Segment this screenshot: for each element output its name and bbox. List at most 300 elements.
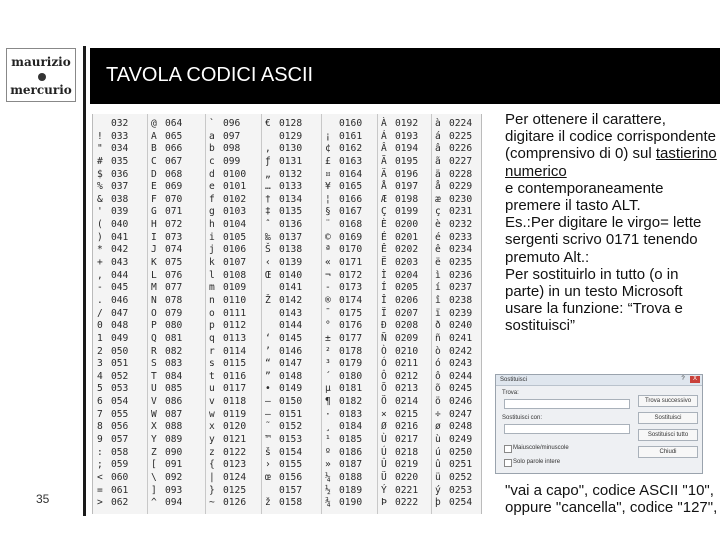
ascii-code: 0104 — [223, 219, 247, 231]
ascii-char: ù — [435, 434, 441, 446]
ascii-code: 053 — [111, 383, 129, 395]
ascii-code: 0252 — [449, 471, 473, 483]
ascii-char: I — [151, 231, 157, 243]
ascii-char: 7 — [97, 408, 103, 420]
ascii-code: 0179 — [339, 358, 363, 370]
ascii-entry — [381, 181, 418, 194]
ascii-code: 0174 — [339, 294, 363, 306]
ascii-char: ½ — [325, 484, 331, 496]
logo — [6, 48, 76, 102]
ascii-char: š — [265, 446, 271, 458]
ascii-entry — [97, 346, 128, 359]
ascii-code: 0243 — [449, 358, 473, 370]
ascii-code: 0139 — [279, 257, 303, 269]
ascii-entry — [435, 295, 472, 308]
find-next-button[interactable]: Trova successivo — [638, 395, 698, 407]
ascii-char: ä — [435, 168, 441, 180]
ascii-char: v — [209, 396, 215, 408]
column-separator — [431, 114, 432, 514]
ascii-char: ¨ — [325, 219, 331, 231]
ascii-code: 0197 — [395, 181, 419, 193]
ascii-code: 062 — [111, 497, 129, 509]
ascii-code: 0228 — [449, 168, 473, 180]
ascii-entry — [435, 282, 472, 295]
ascii-char: $ — [97, 168, 103, 180]
ascii-char: Q — [151, 332, 157, 344]
ascii-entry — [97, 194, 128, 207]
ascii-code: 0253 — [449, 484, 473, 496]
ascii-char: Ó — [381, 358, 387, 370]
replace-dialog — [495, 374, 703, 474]
ascii-code: 083 — [165, 358, 183, 370]
ascii-entry — [381, 131, 418, 144]
column-separator — [147, 114, 148, 514]
ascii-code: 0161 — [339, 130, 363, 142]
ascii-entry — [381, 156, 418, 169]
ascii-code: 037 — [111, 181, 129, 193]
ascii-code: 0114 — [223, 345, 247, 357]
ascii-code: 0216 — [395, 421, 419, 433]
ascii-code: 047 — [111, 307, 129, 319]
ascii-entry — [151, 421, 182, 434]
help-icon[interactable]: ? — [681, 376, 685, 382]
ascii-code: 0118 — [223, 396, 247, 408]
ascii-code: 0232 — [449, 219, 473, 231]
ascii-char: V — [151, 396, 157, 408]
ascii-char: • — [265, 383, 271, 395]
ascii-code: 0160 — [339, 118, 363, 129]
ascii-entry — [381, 270, 418, 283]
ascii-char: ¬ — [325, 269, 331, 281]
ascii-entry — [97, 282, 128, 295]
ascii-code: 0193 — [395, 130, 419, 142]
match-case-checkbox[interactable] — [504, 445, 512, 453]
ascii-code: 0101 — [223, 181, 247, 193]
ascii-char: P — [151, 320, 157, 332]
ascii-code: 075 — [165, 257, 183, 269]
ascii-char: Ä — [381, 168, 387, 180]
ascii-code: 0124 — [223, 471, 247, 483]
ascii-code: 079 — [165, 307, 183, 319]
ascii-code: 0195 — [395, 155, 419, 167]
ascii-entry — [265, 181, 302, 194]
ascii-char: B — [151, 143, 157, 155]
ascii-char: Ü — [381, 471, 387, 483]
ascii-entry — [209, 143, 246, 156]
ascii-code: 069 — [165, 181, 183, 193]
ascii-char: é — [435, 231, 441, 243]
ascii-char: ‰ — [265, 231, 271, 243]
ascii-entry — [151, 194, 182, 207]
ascii-entry — [265, 295, 302, 308]
ascii-entry — [381, 143, 418, 156]
ascii-code: 0254 — [449, 497, 473, 509]
ascii-code: 0239 — [449, 307, 473, 319]
ascii-char: € — [265, 118, 271, 129]
ascii-code: 0133 — [279, 181, 303, 193]
page-title: TAVOLA CODICI ASCII — [106, 64, 314, 86]
ascii-code: 0236 — [449, 269, 473, 281]
ascii-code: 0164 — [339, 168, 363, 180]
ascii-entry — [325, 282, 362, 295]
ascii-code: 0187 — [339, 459, 363, 471]
ascii-entry — [209, 421, 246, 434]
ascii-char: — — [265, 408, 271, 420]
column-separator — [377, 114, 378, 514]
ascii-char: a — [209, 130, 215, 142]
ascii-entry — [325, 485, 362, 498]
ascii-entry — [151, 396, 182, 409]
title-bar — [90, 48, 720, 104]
ascii-code: 065 — [165, 130, 183, 142]
ascii-char: \ — [151, 471, 157, 483]
ascii-code: 0129 — [279, 130, 303, 142]
ascii-entry — [151, 295, 182, 308]
ascii-entry — [151, 358, 182, 371]
ascii-code: 0241 — [449, 332, 473, 344]
ascii-code: 0182 — [339, 396, 363, 408]
ascii-entry — [435, 219, 472, 232]
ascii-char: ³ — [325, 358, 331, 370]
ascii-code: 0184 — [339, 421, 363, 433]
replace-button[interactable]: Sostituisci — [638, 412, 698, 424]
ascii-code: 0130 — [279, 143, 303, 155]
ascii-char: . — [97, 294, 103, 306]
ascii-code: 042 — [111, 244, 129, 256]
ascii-entry — [97, 131, 128, 144]
ascii-entry — [325, 169, 362, 182]
replace-input[interactable] — [504, 424, 630, 434]
ascii-char: ¼ — [325, 471, 331, 483]
ascii-char: % — [97, 181, 103, 193]
ascii-char: O — [151, 307, 157, 319]
ascii-char: y — [209, 434, 215, 446]
ascii-entry — [209, 346, 246, 359]
ascii-entry — [381, 371, 418, 384]
ascii-code: 0111 — [223, 307, 247, 319]
ascii-entry — [265, 333, 302, 346]
ascii-char: | — [209, 471, 215, 483]
ascii-char: ’ — [265, 345, 271, 357]
ascii-char: Ç — [381, 206, 387, 218]
ascii-char: ˜ — [265, 421, 271, 433]
ascii-entry — [97, 244, 128, 257]
ascii-entry — [97, 396, 128, 409]
ascii-char: t — [209, 370, 215, 382]
ascii-code: 0235 — [449, 257, 473, 269]
ascii-entry — [265, 308, 302, 321]
ascii-entry — [265, 371, 302, 384]
ascii-code: 0213 — [395, 383, 419, 395]
ascii-code: 0222 — [395, 497, 419, 509]
ascii-entry — [151, 383, 182, 396]
ascii-char: É — [381, 231, 387, 243]
ascii-code: 0156 — [279, 471, 303, 483]
ascii-entry — [209, 333, 246, 346]
ascii-entry — [209, 169, 246, 182]
ascii-code: 0205 — [395, 282, 419, 294]
ascii-char: A — [151, 130, 157, 142]
ascii-code: 0140 — [279, 269, 303, 281]
ascii-code: 067 — [165, 155, 183, 167]
ascii-char: 3 — [97, 358, 103, 370]
ascii-entry — [97, 156, 128, 169]
ascii-char: ( — [97, 219, 103, 231]
replace-all-button[interactable]: Sostituisci tutto — [638, 429, 698, 441]
ascii-code: 0120 — [223, 421, 247, 433]
ascii-char: , — [97, 269, 103, 281]
ascii-entry — [97, 320, 128, 333]
find-input[interactable] — [504, 399, 630, 409]
ascii-entry — [325, 131, 362, 144]
match-case-label: Maiuscole/minuscole — [513, 445, 569, 451]
ascii-char: ‹ — [265, 257, 271, 269]
ascii-code: 084 — [165, 370, 183, 382]
ascii-entry — [435, 232, 472, 245]
ascii-column — [97, 118, 128, 510]
ascii-char: f — [209, 193, 215, 205]
ascii-code: 0176 — [339, 320, 363, 332]
ascii-char: Œ — [265, 269, 271, 281]
ascii-entry — [381, 497, 418, 510]
ascii-code: 0224 — [449, 118, 473, 129]
ascii-entry — [151, 485, 182, 498]
ascii-code: 0107 — [223, 257, 247, 269]
ascii-entry — [97, 459, 128, 472]
ascii-entry — [435, 131, 472, 144]
ascii-char: ó — [435, 358, 441, 370]
ascii-entry — [97, 181, 128, 194]
ascii-entry — [435, 308, 472, 321]
ascii-char: u — [209, 383, 215, 395]
ascii-code: 0214 — [395, 396, 419, 408]
ascii-code: 0220 — [395, 471, 419, 483]
ascii-char: ¤ — [325, 168, 331, 180]
ascii-entry — [435, 244, 472, 257]
ascii-entry — [265, 232, 302, 245]
ascii-entry — [435, 320, 472, 333]
ascii-char: ® — [325, 294, 331, 306]
ascii-char: Í — [381, 282, 387, 294]
ascii-table — [92, 114, 482, 514]
ascii-char: r — [209, 345, 215, 357]
ascii-entry — [97, 257, 128, 270]
ascii-entry — [381, 485, 418, 498]
ascii-char: Î — [381, 294, 387, 306]
ascii-char: ý — [435, 484, 441, 496]
ascii-char: / — [97, 307, 103, 319]
ascii-char: ¡ — [325, 130, 331, 142]
ascii-code: 0151 — [279, 408, 303, 420]
column-separator — [261, 114, 262, 514]
ascii-entry — [151, 270, 182, 283]
ascii-entry — [151, 459, 182, 472]
ascii-entry — [381, 421, 418, 434]
ascii-code: 089 — [165, 434, 183, 446]
ascii-char: þ — [435, 497, 441, 509]
close-button[interactable]: Chiudi — [638, 446, 698, 458]
ascii-entry — [97, 485, 128, 498]
ascii-code: 0147 — [279, 358, 303, 370]
ascii-code: 068 — [165, 168, 183, 180]
ascii-char: D — [151, 168, 157, 180]
ascii-code: 0186 — [339, 446, 363, 458]
ascii-code: 0230 — [449, 193, 473, 205]
ascii-entry — [435, 143, 472, 156]
ascii-char: º — [325, 446, 331, 458]
ascii-code: 088 — [165, 421, 183, 433]
ascii-char: Ñ — [381, 332, 387, 344]
ascii-code: 043 — [111, 257, 129, 269]
ascii-entry — [97, 270, 128, 283]
ascii-code: 0177 — [339, 332, 363, 344]
ascii-entry — [209, 320, 246, 333]
ascii-code: 0163 — [339, 155, 363, 167]
ascii-entry — [209, 472, 246, 485]
ascii-char: ) — [97, 231, 103, 243]
ascii-code: 0210 — [395, 345, 419, 357]
ascii-char: i — [209, 231, 215, 243]
ascii-entry — [209, 118, 246, 131]
ascii-entry — [325, 371, 362, 384]
ascii-char: á — [435, 130, 441, 142]
ascii-char: ` — [209, 118, 215, 129]
ascii-entry — [97, 472, 128, 485]
ascii-char: d — [209, 168, 215, 180]
ascii-code: 072 — [165, 219, 183, 231]
ascii-char: X — [151, 421, 157, 433]
ascii-code: 077 — [165, 282, 183, 294]
ascii-column — [209, 118, 246, 510]
ascii-char: + — [97, 257, 103, 269]
ascii-char: } — [209, 484, 215, 496]
ascii-code: 0212 — [395, 370, 419, 382]
page-number: 35 — [36, 492, 50, 506]
ascii-char: × — [381, 408, 387, 420]
ascii-entry — [325, 346, 362, 359]
column-separator — [321, 114, 322, 514]
ascii-entry — [265, 409, 302, 422]
ascii-char: ð — [435, 320, 441, 332]
ascii-entry — [381, 459, 418, 472]
ascii-code: 0249 — [449, 434, 473, 446]
ascii-code: 0225 — [449, 130, 473, 142]
ascii-char: è — [435, 219, 441, 231]
ascii-code: 0125 — [223, 484, 247, 496]
ascii-entry — [381, 308, 418, 321]
ascii-char: ˆ — [265, 219, 271, 231]
ascii-entry — [381, 232, 418, 245]
ascii-entry — [265, 447, 302, 460]
ascii-code: 078 — [165, 294, 183, 306]
ascii-code: 0109 — [223, 282, 247, 294]
ascii-char: C — [151, 155, 157, 167]
ascii-code: 0158 — [279, 497, 303, 509]
ascii-char: ™ — [265, 434, 271, 446]
ascii-entry — [151, 472, 182, 485]
ascii-entry — [209, 194, 246, 207]
close-icon[interactable]: X — [690, 376, 700, 383]
ascii-char: ª — [325, 244, 331, 256]
ascii-code: 096 — [223, 118, 241, 129]
ascii-char: ç — [435, 206, 441, 218]
ascii-entry — [381, 358, 418, 371]
ascii-char: 8 — [97, 421, 103, 433]
ascii-entry — [325, 270, 362, 283]
ascii-entry — [209, 485, 246, 498]
ascii-code: 0238 — [449, 294, 473, 306]
ascii-entry — [151, 409, 182, 422]
ascii-entry — [435, 497, 472, 510]
ascii-entry — [151, 244, 182, 257]
ascii-char: … — [265, 181, 271, 193]
ascii-entry — [151, 346, 182, 359]
ascii-code: 0172 — [339, 269, 363, 281]
ascii-entry — [381, 169, 418, 182]
ascii-code: 093 — [165, 484, 183, 496]
info-line-2: e contemporaneamente premere il tasto ALT. — [505, 179, 664, 215]
info-text — [505, 111, 717, 335]
ascii-entry — [325, 320, 362, 333]
logo-line-1: maurizio — [11, 55, 71, 69]
ascii-code: 086 — [165, 396, 183, 408]
ascii-code: 0105 — [223, 231, 247, 243]
ascii-entry — [209, 282, 246, 295]
ascii-column — [325, 118, 362, 510]
ascii-char: ¾ — [325, 497, 331, 509]
ascii-char: w — [209, 408, 215, 420]
ascii-code: 0165 — [339, 181, 363, 193]
ascii-entry — [435, 447, 472, 460]
ascii-entry — [151, 333, 182, 346]
ascii-code: 055 — [111, 408, 129, 420]
ascii-entry — [325, 358, 362, 371]
ascii-char: ô — [435, 370, 441, 382]
ascii-code: 0217 — [395, 434, 419, 446]
ascii-code: 0121 — [223, 434, 247, 446]
ascii-code: 0157 — [279, 484, 303, 496]
ascii-entry — [97, 232, 128, 245]
ascii-char: ' — [97, 206, 103, 218]
ascii-code: 0199 — [395, 206, 419, 218]
ascii-code: 050 — [111, 345, 129, 357]
ascii-entry — [209, 409, 246, 422]
ascii-entry — [97, 295, 128, 308]
ascii-char: í — [435, 282, 441, 294]
ascii-code: 059 — [111, 459, 129, 471]
ascii-char: ÷ — [435, 408, 441, 420]
ascii-code: 0248 — [449, 421, 473, 433]
ascii-entry — [151, 434, 182, 447]
ascii-entry — [325, 434, 362, 447]
ascii-char: Ø — [381, 421, 387, 433]
find-label: Trova: — [502, 390, 519, 396]
ascii-code: 0211 — [395, 358, 419, 370]
ascii-code: 0117 — [223, 383, 247, 395]
ascii-entry — [435, 485, 472, 498]
ascii-entry — [209, 181, 246, 194]
ascii-entry — [151, 308, 182, 321]
whole-words-checkbox[interactable] — [504, 459, 512, 467]
ascii-char: L — [151, 269, 157, 281]
ascii-entry — [435, 421, 472, 434]
ascii-char: Ì — [381, 269, 387, 281]
ascii-char: > — [97, 497, 103, 509]
ascii-entry — [325, 333, 362, 346]
ascii-code: 0196 — [395, 168, 419, 180]
ascii-code: 036 — [111, 168, 129, 180]
ascii-char: Ð — [381, 320, 387, 332]
